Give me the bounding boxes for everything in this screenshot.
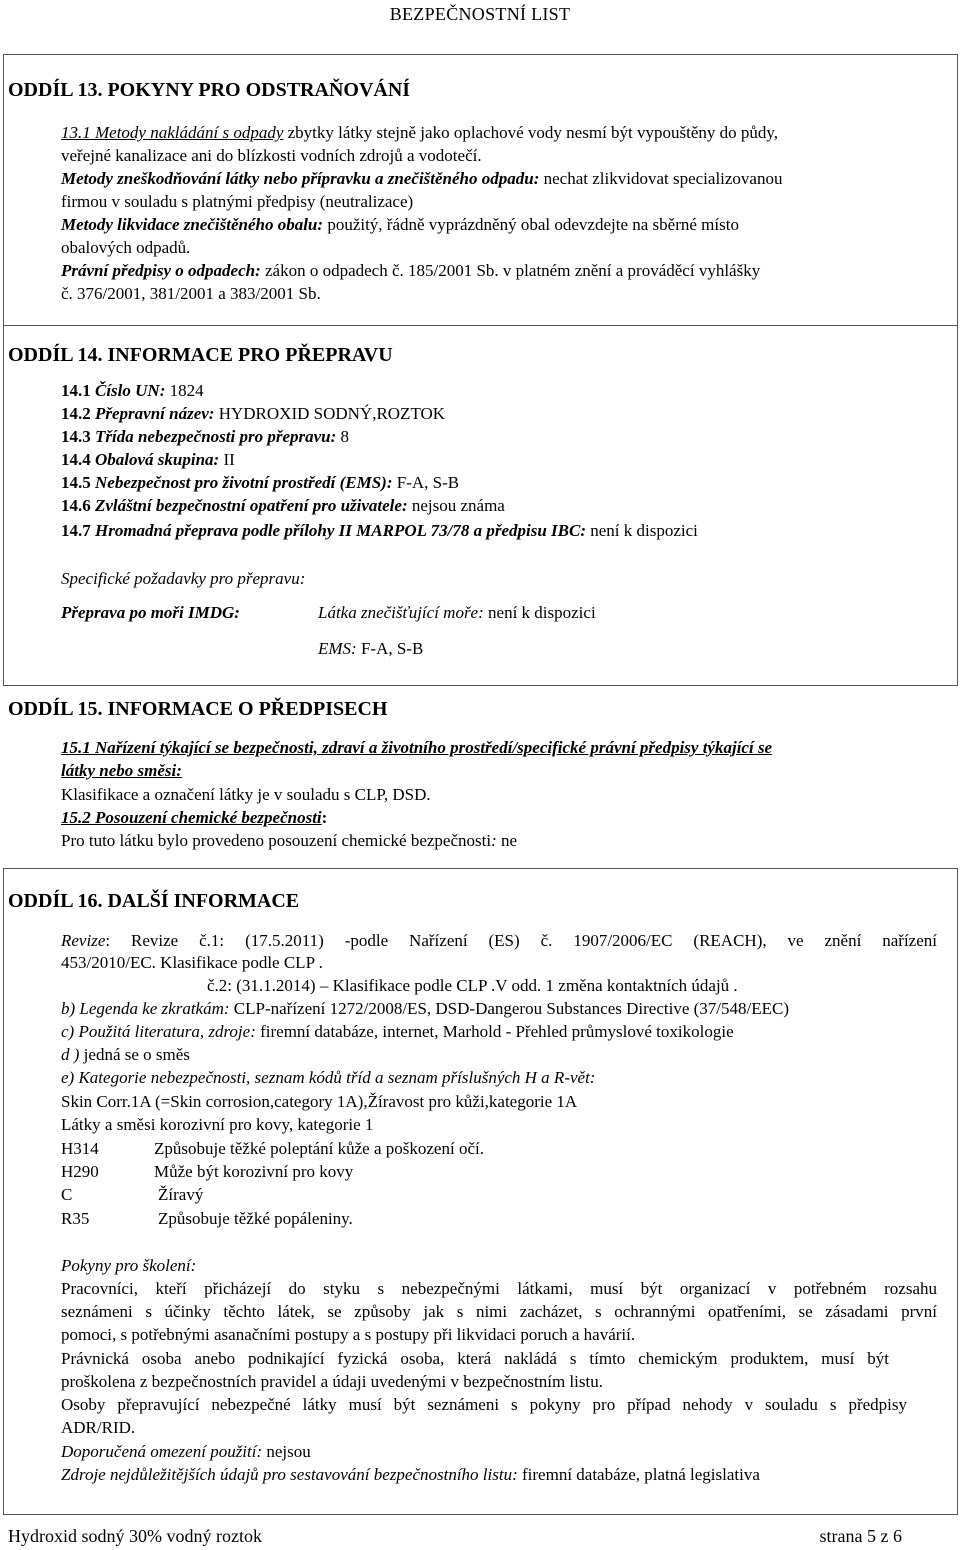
transport-item-14-7	[61, 520, 698, 541]
footer-product-name: Hydroxid sodný 30% vodný roztok	[8, 1526, 262, 1546]
transport-item-14-5	[61, 472, 459, 493]
revision-line-2: 453/2010/EC. Klasifikace podle CLP .	[61, 953, 323, 972]
training-paragraph-line-6: Osoby přepravující nebezpečné látky musí být seznámeni s pokyny pro případ nehody v souladu s předpisy	[61, 1395, 907, 1414]
transport-item-number: 14.5	[61, 473, 95, 492]
hazard-text-c: Žíravý	[158, 1185, 204, 1204]
hazard-text-h290: Může být korozivní pro kovy	[154, 1162, 354, 1181]
hazard-code-c: C	[61, 1185, 73, 1204]
literature-text: firemní databáze, internet, Marhold - Přehled průmyslové toxikologie	[255, 1022, 734, 1041]
literature-line	[61, 1021, 734, 1042]
marine-pollutant-label: Látka znečišťující moře:	[318, 603, 484, 622]
transport-item-label: Třída nebezpečnosti pro přepravu:	[95, 427, 337, 446]
recommended-restrictions-text: nejsou	[262, 1442, 311, 1461]
packaging-disposal-label: Metody likvidace znečištěného obalu:	[61, 215, 324, 234]
legend-abbreviations-label: b) Legenda ke zkratkám:	[61, 999, 230, 1018]
training-paragraph-line-5: proškolena z bezpečnostních pravidel a údaji uvedenými v bezpečnostním listu.	[61, 1372, 603, 1391]
transport-item-value: HYDROXID SODNÝ,ROZTOK	[214, 404, 446, 423]
transport-item-number: 14.3	[61, 427, 95, 446]
chemical-safety-colon: :	[321, 808, 328, 827]
disposal-methods-line-2: firmou v souladu s platnými předpisy (neutralizace)	[61, 192, 414, 211]
regulation-heading-line-1: 15.1 Nařízení týkající se bezpečnosti, zdraví a životního prostředí/specifické právní předpisy týkající se	[61, 738, 773, 757]
metal-corrosion-line: Látky a směsi korozivní pro kovy, kategorie 1	[61, 1115, 374, 1134]
waste-regulations-label: Právní předpisy o odpadech:	[61, 261, 261, 280]
mixture-line	[61, 1044, 190, 1065]
hazard-code-h314: H314	[61, 1139, 99, 1158]
hazard-categories-heading: e) Kategorie nebezpečnosti, seznam kódů tříd a seznam příslušných H a R-vět:	[61, 1068, 596, 1087]
training-paragraph-line-2: seznámeni s účinky těchto látek, se způsoby jak s nimi zacházet, s ochrannými opatřeními, se zásadami první	[61, 1302, 937, 1321]
transport-item-number: 14.4	[61, 450, 95, 469]
transport-item-value: F-A, S-B	[392, 473, 460, 492]
transport-item-number: 14.1	[61, 381, 95, 400]
waste-methods-line	[61, 122, 778, 143]
transport-item-number: 14.2	[61, 404, 95, 423]
transport-item-label: Hromadná přeprava podle přílohy II MARPOL 73/78 a předpisu IBC:	[95, 521, 586, 540]
chemical-safety-value: ne	[496, 831, 518, 850]
packaging-disposal-line	[61, 214, 739, 235]
transport-item-14-4	[61, 449, 235, 470]
waste-methods-label: 13.1 Metody nakládání s odpady	[61, 123, 284, 142]
transport-item-14-6	[61, 495, 505, 516]
waste-methods-text: zbytky látky stejně jako oplachové vody nesmí být vypouštěny do půdy,	[283, 123, 779, 142]
marine-pollutant-value: není k dispozici	[483, 603, 596, 622]
transport-item-label: Obalová skupina:	[95, 450, 220, 469]
legend-abbreviations-text: CLP-nařízení 1272/2008/ES, DSD-Dangerou Substances Directive (37/548/EEC)	[229, 999, 790, 1018]
section-16-title: ODDÍL 16. DALŠÍ INFORMACE	[8, 890, 300, 912]
waste-regulations-text: zákon o odpadech č. 185/2001 Sb. v platném znění a prováděcí vyhlášky	[260, 261, 761, 280]
marine-pollutant-line	[318, 602, 596, 623]
hazard-text-r35: Způsobuje těžké popáleniny.	[158, 1209, 353, 1228]
regulation-heading-line-2: látky nebo směsi:	[61, 761, 182, 780]
section-13-title: ODDÍL 13. POKYNY PRO ODSTRAŇOVÁNÍ	[8, 79, 411, 101]
transport-item-14-3	[61, 426, 349, 447]
chemical-safety-text: Pro tuto látku bylo provedeno posouzení chemické bezpečnosti	[61, 831, 492, 850]
transport-item-value: II	[219, 450, 235, 469]
chemical-safety-text-colon: :	[491, 831, 497, 850]
waste-regulations-line-2: č. 376/2001, 381/2001 a 383/2001 Sb.	[61, 284, 321, 303]
footer-page-number: strana 5 z 6	[819, 1526, 902, 1546]
mixture-label: d )	[61, 1045, 80, 1064]
training-paragraph-line-4: Právnická osoba anebo podnikající fyzická osoba, která nakládá s tímto chemickým produktem, musí být	[61, 1349, 889, 1368]
transport-item-14-2	[61, 403, 445, 424]
classification-statement: Klasifikace a označení látky je v souladu s CLP, DSD.	[61, 785, 431, 804]
chemical-safety-heading	[61, 807, 327, 828]
transport-item-value: 1824	[165, 381, 204, 400]
transport-item-number: 14.6	[61, 496, 95, 515]
literature-label: c) Použitá literatura, zdroje:	[61, 1022, 256, 1041]
recommended-restrictions-line	[61, 1441, 311, 1462]
ems-label: EMS:	[318, 639, 357, 658]
ems-line	[318, 638, 423, 659]
transport-item-value: nejsou známa	[407, 496, 505, 515]
waste-regulations-line	[61, 260, 760, 281]
disposal-methods-text: nechat zlikvidovat specializovanou	[539, 169, 783, 188]
waste-methods-line-2: veřejné kanalizace ani do blízkosti vodních zdrojů a vodotečí.	[61, 146, 482, 165]
skin-corrosion-line: Skin Corr.1A (=Skin corrosion,category 1A),Žíravost pro kůži,kategorie 1A	[61, 1092, 578, 1111]
section-14-title: ODDÍL 14. INFORMACE PRO PŘEPRAVU	[8, 344, 393, 366]
revision-line-3: č.2: (31.1.2014) – Klasifikace podle CLP .V odd. 1 změna kontaktních údajů .	[207, 976, 738, 995]
revision-line-1	[61, 930, 937, 951]
training-paragraph-line-1: Pracovníci, kteří přicházejí do styku s nebezpečnými látkami, musí být organizací v potřebném rozsahu	[61, 1279, 937, 1298]
transport-item-14-1	[61, 380, 204, 401]
training-heading: Pokyny pro školení:	[61, 1256, 197, 1275]
packaging-disposal-text: použitý, řádně vyprázdněný obal odevzdejte na sběrné místo	[323, 215, 739, 234]
disposal-methods-label: Metody zneškodňování látky nebo přípravku a znečištěného odpadu:	[61, 169, 540, 188]
packaging-disposal-line-2: obalových odpadů.	[61, 238, 191, 257]
document-header-title: BEZPEČNOSTNÍ LIST	[389, 4, 571, 24]
hazard-text-h314: Způsobuje těžké poleptání kůže a poškození očí.	[154, 1139, 484, 1158]
training-paragraph-line-3: pomoci, s potřebnými asanačními postupy a s postupy při likvidaci poruch a havárií.	[61, 1325, 636, 1344]
transport-item-label: Přepravní název:	[95, 404, 215, 423]
transport-item-label: Nebezpečnost pro životní prostředí (EMS):	[95, 473, 393, 492]
data-sources-label: Zdroje nejdůležitějších údajů pro sestavování bezpečnostního listu:	[61, 1465, 518, 1484]
revision-text: : Revize č.1: (17.5.2011) -podle Nařízení (ES) č. 1907/2006/EC (REACH), ve znění nařízení	[105, 931, 937, 950]
chemical-safety-label: 15.2 Posouzení chemické bezpečnosti	[61, 808, 322, 827]
imdg-label: Přeprava po moři IMDG:	[61, 603, 240, 622]
ems-value: F-A, S-B	[356, 639, 424, 658]
hazard-code-h290: H290	[61, 1162, 99, 1181]
section-15-title: ODDÍL 15. INFORMACE O PŘEDPISECH	[8, 698, 388, 720]
data-sources-line	[61, 1464, 760, 1485]
legend-abbreviations-line	[61, 998, 789, 1019]
chemical-safety-statement	[61, 830, 517, 851]
data-sources-text: firemní databáze, platná legislativa	[517, 1465, 760, 1484]
hazard-code-r35: R35	[61, 1209, 90, 1228]
transport-item-label: Číslo UN:	[95, 381, 166, 400]
specific-transport-requirements: Specifické požadavky pro přepravu:	[61, 569, 306, 588]
transport-item-value: není k dispozici	[586, 521, 698, 540]
mixture-text: jedná se o směs	[79, 1045, 190, 1064]
transport-item-label: Zvláštní bezpečnostní opatření pro uživatele:	[95, 496, 408, 515]
disposal-methods-line	[61, 168, 782, 189]
revision-label: Revize	[61, 931, 106, 950]
recommended-restrictions-label: Doporučená omezení použití:	[61, 1442, 263, 1461]
transport-item-value: 8	[336, 427, 350, 446]
training-paragraph-line-7: ADR/RID.	[61, 1418, 136, 1437]
transport-item-number: 14.7	[61, 521, 95, 540]
